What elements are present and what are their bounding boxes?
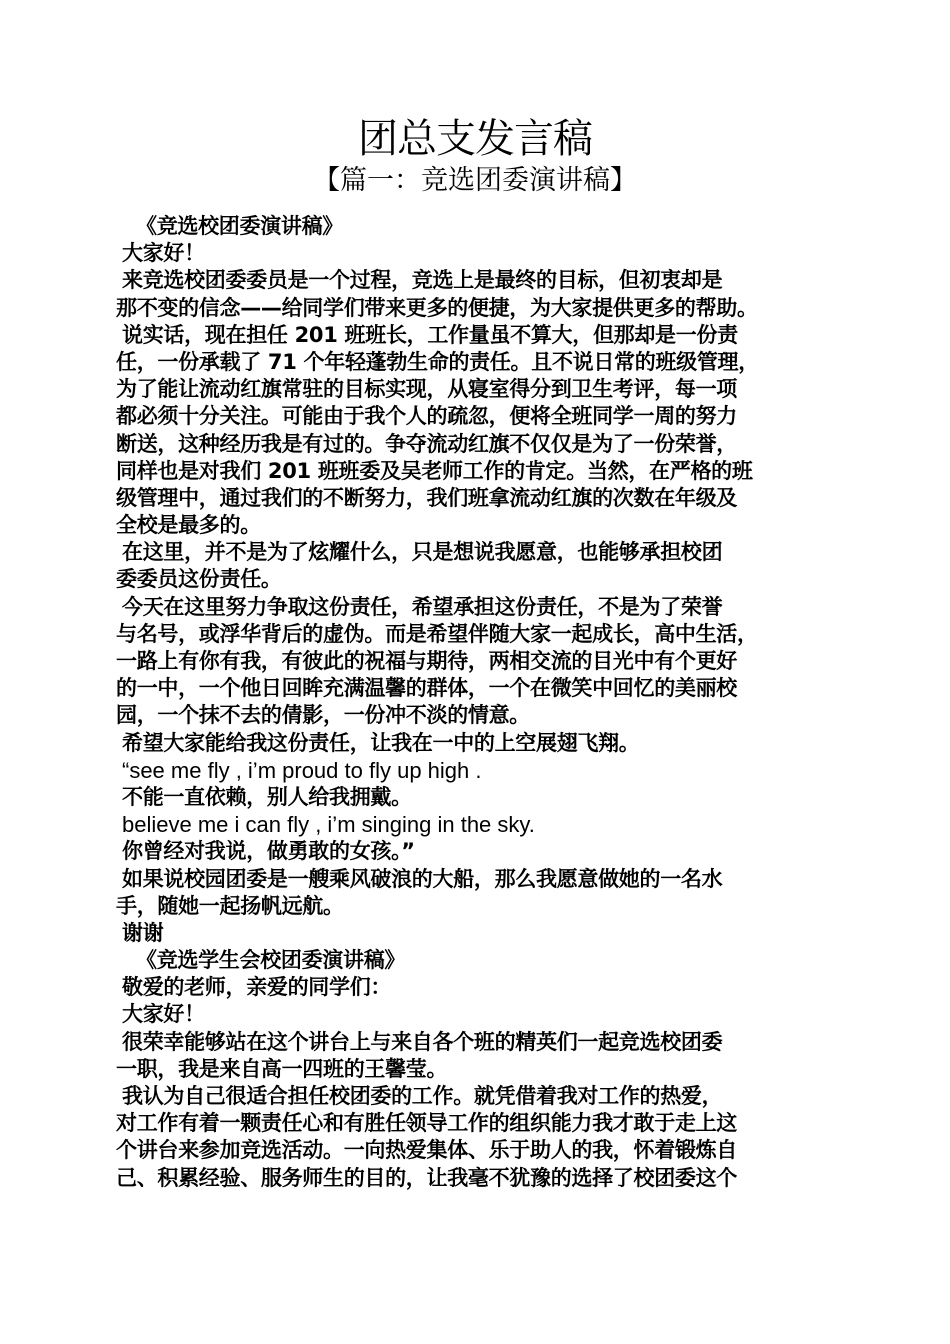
body-line: 今天在这里努力争取这份责任，希望承担这份责任，不是为了荣誉	[122, 594, 723, 619]
body-line: 一职，我是来自高一四班的王馨莹。	[116, 1056, 448, 1081]
body-line: 己、积累经验、服务师生的目的，让我毫不犹豫的选择了校团委这个	[116, 1165, 737, 1190]
body-line: 一路上有你有我，有彼此的祝福与期待，两相交流的目光中有个更好	[116, 649, 737, 673]
body-line: 希望大家能给我这份责任，让我在一中的上空展翅飞翔。	[122, 730, 640, 755]
lyric-line: 你曾经对我说，做勇敢的女孩。”	[122, 839, 415, 864]
body-line: 级管理中，通过我们的不断努力，我们班拿流动红旗的次数在年级及	[116, 485, 737, 510]
closing-line: 谢谢	[122, 920, 164, 945]
greeting-line: 大家好！	[122, 241, 205, 266]
body-line: 与名号，或浮华背后的虚伪。而是希望伴随大家一起成长，高中生活，	[116, 621, 758, 646]
document-body	[116, 213, 856, 1192]
body-line: 任，一份承载了 71 个年轻蓬勃生命的责任。且不说日常的班级管理，	[116, 349, 759, 374]
section-heading: 《竞选校团委演讲稿》	[136, 214, 343, 238]
body-line: 园，一个抹不去的倩影，一份冲不淡的情意。	[116, 703, 530, 728]
greeting-line: 大家好！	[122, 1002, 205, 1027]
body-line: 个讲台来参加竞选活动。一向热爱集体、乐于助人的我，怀着锻炼自	[116, 1138, 737, 1163]
body-line: 的一中，一个他日回眸充满温馨的群体，一个在微笑中回忆的美丽校	[116, 676, 737, 701]
body-line: 断送，这种经历我是有过的。争夺流动红旗不仅仅是为了一份荣誉，	[116, 431, 737, 456]
body-line: 对工作有着一颗责任心和有胜任领导工作的组织能力我才敢于走上这	[116, 1111, 737, 1136]
body-line: 如果说校园团委是一艘乘风破浪的大船，那么我愿意做她的一名水	[122, 866, 723, 891]
section-heading: 《竞选学生会校团委演讲稿》	[136, 948, 406, 973]
document-subtitle: 【篇一：竞选团委演讲稿】	[313, 165, 637, 196]
body-line: 我认为自己很适合担任校团委的工作。就凭借着我对工作的热爱，	[122, 1084, 723, 1108]
document-title: 团总支发言稿	[358, 116, 592, 162]
body-line: 在这里，并不是为了炫耀什么，只是想说我愿意，也能够承担校团	[122, 540, 723, 565]
lyric-line: 不能一直依赖，别人给我拥戴。	[122, 784, 412, 809]
body-line: 很荣幸能够站在这个讲台上与来自各个班的精英们一起竞选校团委	[122, 1029, 723, 1054]
body-line: 都必须十分关注。可能由于我个人的疏忽，便将全班同学一周的努力	[116, 404, 737, 429]
body-line: 委委员这份责任。	[116, 567, 282, 592]
body-line: 同样也是对我们 201 班班委及吴老师工作的肯定。当然，在严格的班	[116, 458, 753, 483]
body-line: 说实话，现在担任 201 班班长，工作量虽不算大，但那却是一份责	[122, 322, 738, 347]
lyric-line: “see me fly , i’m proud to fly up high .	[122, 757, 482, 783]
body-line: 那不变的信念——给同学们带来更多的便捷，为大家提供更多的帮助。	[116, 295, 758, 320]
body-line: 来竞选校团委委员是一个过程，竞选上是最终的目标，但初衷却是	[122, 268, 723, 293]
body-line: 全校是最多的。	[116, 513, 261, 538]
body-line: 为了能让流动红旗常驻的目标实现，从寝室得分到卫生考评，每一项	[116, 377, 737, 402]
body-line: 手，随她一起扬帆远航。	[116, 893, 344, 918]
lyric-line: believe me i can fly , i’m singing in the sky.	[122, 812, 535, 838]
salutation-line: 敬爱的老师，亲爱的同学们：	[122, 975, 392, 1000]
